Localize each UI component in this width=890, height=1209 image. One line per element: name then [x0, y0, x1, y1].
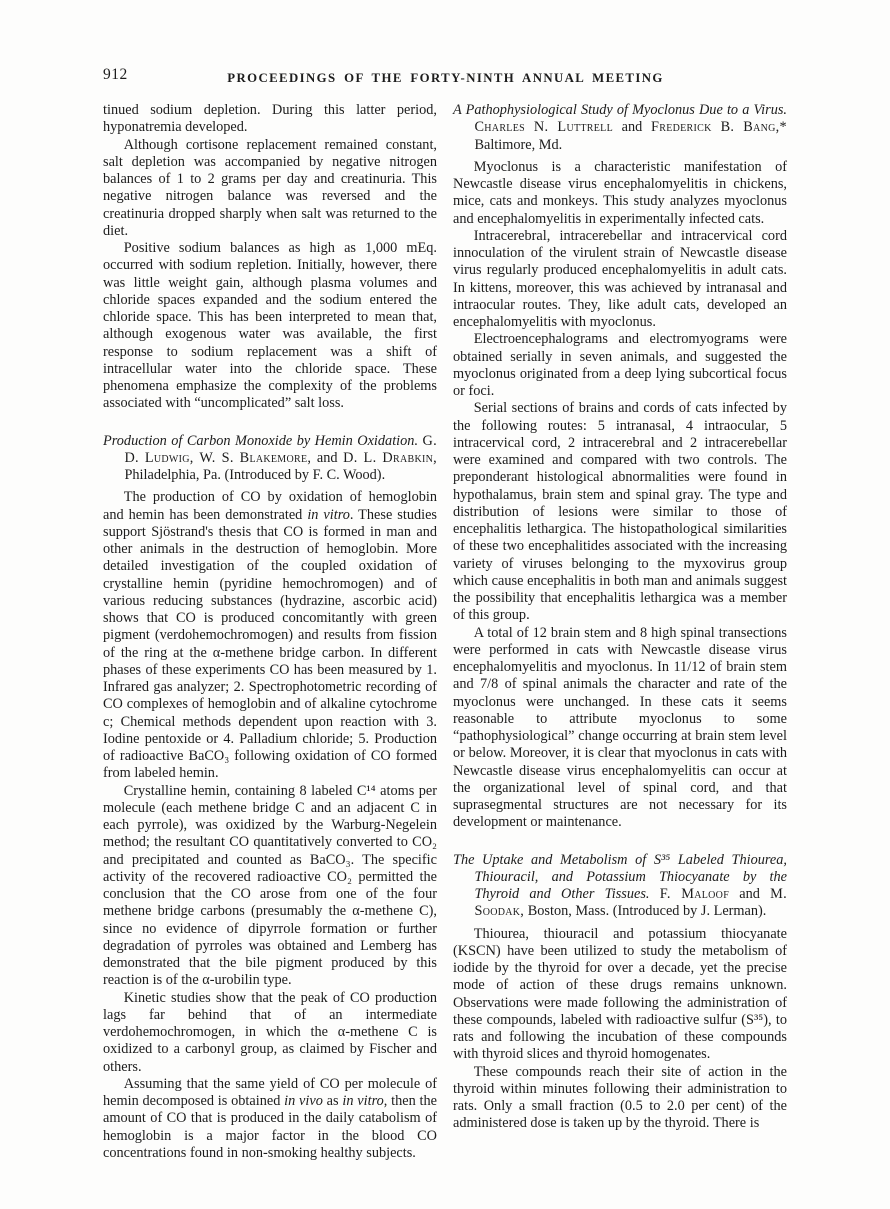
paragraph: A total of 12 brain stem and 8 high spinal transections were performed in cats with Newcastle disease virus encephalomyelitis and myoclonus. In 11/12 of brain stem and 7/8 of spinal animals the character and rate of the myoclonus were unchanged. In these cats it seems reasonable to attribute myoclonus to some “pathophysiological” change occurring at brain stem level or below. Moreover, it is clear that myoclonus in cats with Newcastle disease virus encephalomyelitis can occur at the organizational level of spinal cord, and that suprasegmental structures are not necessary for its development or maintenance.: [453, 624, 787, 831]
heading-run: Frederick B. Bang,*: [650, 119, 787, 136]
paragraph: Myoclonus is a characteristic manifestation of Newcastle disease virus encephalomyelitis in chickens, mice, cats and monkeys. This study analyzes myoclonus and encephalomyelitis in experimentally infected cats.: [453, 158, 787, 227]
paragraph: The production of CO by oxidation of hemoglobin and hemin has been demonstrated in vitro. These studies support Sjöstrand's thesis that CO is formed in man and other animals in the destruction of hemoglobin. More detailed investigation of the coupled oxidation of crystalline hemin (pyridine hemochromogen) and of various reducing substances (hydrazine, ascorbic acid) shows that CO is produced concomitantly with green pigment (verdohemochromogen) and results from fission of the ring at the α-methene bridge carbon. In different phases of these experiments CO has been measured by 1. Infrared gas analyzer; 2. Spectrophotometric recording of CO complexes of hemoglobin and of alkaline cytochrome c; Chemical methods dependent upon reaction with 3. Iodine pentoxide or 4. Palladium chloride; 5. Production of radioactive BaCO₃ following oxidation of CO formed from labeled hemin.: [103, 489, 437, 782]
paragraph: Although cortisone replacement remained constant, salt depletion was accompanied by negative nitrogen balances of 1 to 2 grams per day and creatinuria. This negative nitrogen balance was reversed and the creatinuria dropped sharply when salt was returned to the diet.: [103, 136, 437, 239]
paragraph: Electroencephalograms and electromyograms were obtained serially in seven animals, and suggested the myoclonus originated from a deep lying subcortical focus or foci.: [453, 331, 787, 399]
heading-run: D. L. Drabkin,: [343, 449, 437, 466]
page-header: [103, 66, 788, 87]
heading-run: A Pathophysiological Study of Myoclonus Due to a Virus.: [453, 102, 787, 118]
article-heading-thiourea: [453, 852, 787, 921]
heading-run: F. Maloof: [659, 886, 730, 902]
article-heading-hemin: [103, 433, 437, 485]
paragraph: These compounds reach their site of action in the thyroid within minutes following their administration to rats. Only a small fraction (0.5 to 2.0 per cent) of the administered dose is taken up by the thyroid. There is: [453, 1063, 787, 1132]
paragraph: Serial sections of brains and cords of cats infected by the following routes: 5 intranasal, 4 intraocular, 5 intracervical cord, 2 intracerebral and 2 intracerebellar were examined and compared with two controls. The preponderant histological abnormalities were found in hypothalamus, brain stem and spinal gray. The type and distribution of lesions were similar to those of encephalitis lethargica. The histopathological similarities of these two encephalitides associated with the increasing variety of viruses belonging to the myxovirus group which cause encephalitis in both man and animals suggest the possibility that encephalitis lethargica was a member of this group.: [453, 400, 787, 624]
heading-run: Charles N. Luttrell: [474, 119, 613, 136]
text-columns: [103, 102, 788, 1162]
paragraph: Crystalline hemin, containing 8 labeled C¹⁴ atoms per molecule (each methene bridge C and an adjacent C in each pyrrole), was oxidized by the Warburg-Negelein method; the resultant CO quantitatively converted to CO₂ and precipitated and counted as BaCO₃. The specific activity of the recovered radioactive CO₂ permitted the conclusion that the CO arose from one of the four methene bridge carbons (presumably the α-methene C), since no evidence of dipyrrole formation or further degradation of pyrroles was obtained and Lemberg has demonstrated that the bile pigment produced by this reaction is of the α-urobilin type.: [103, 782, 437, 989]
paragraph: Positive sodium balances as high as 1,000 mEq. occurred with sodium repletion. Initially, however, there was little weight gain, although plasma volumes and chloride spaces expanded and the sodium entered the chloride space. This has been interpreted to mean that, although exogenous water was available, the first response to sodium replacement was a shift of intracellular water into the chloride space. These phenomena emphasize the complexity of the problems associated with “uncomplicated” salt loss.: [103, 240, 437, 412]
heading-run: G. D. Ludwig, W. S. Blakemore,: [124, 432, 437, 466]
paragraph: tinued sodium depletion. During this latter period, hyponatremia developed.: [103, 102, 437, 136]
heading-run: The Uptake and Metabolism of S³⁵ Labeled Thiourea, Thiouracil, and Potassium Thiocyanate by the Thyroid and Other Tissues.: [453, 851, 787, 902]
paragraph: Intracerebral, intracerebellar and intracervical cord innoculation of the virulent strain of Newcastle disease virus regularly produced encephalomyelitis in adult cats. In kittens, moreover, this was achieved by intranasal and intraocular routes. They, like adult cats, developed an encephalomyelitis with myoclonus.: [453, 227, 787, 330]
heading-run: and: [729, 886, 771, 902]
right-column: [453, 102, 787, 1162]
heading-run: [650, 886, 660, 902]
running-head: PROCEEDINGS OF THE FORTY-NINTH ANNUAL MEETING: [227, 71, 664, 85]
heading-run: Baltimore, Md.: [474, 136, 563, 153]
heading-run: Boston, Mass. (Introduced by J. Lerman).: [524, 903, 767, 920]
left-column: [103, 102, 437, 1162]
heading-run: M. Soodak,: [474, 886, 788, 920]
heading-run: Philadelphia, Pa. (Introduced by F. C. Wood).: [124, 467, 386, 483]
article-heading-myoclonus: [453, 102, 787, 154]
page-number: 912: [103, 66, 128, 83]
paragraph: Kinetic studies show that the peak of CO production lags far behind that of an intermediate verdohemochromogen, in which the α-methene C is oxidized to a carbonyl group, as claimed by Fischer and others.: [103, 989, 437, 1075]
heading-run: and: [311, 449, 344, 466]
heading-run: Production of Carbon Monoxide by Hemin Oxidation.: [103, 432, 419, 449]
heading-run: and: [612, 119, 651, 136]
paragraph: Thiourea, thiouracil and potassium thiocyanate (KSCN) have been utilized to study the metabolism of iodide by the thyroid for over a decade, yet the precise mode of action of these drugs remains unknown. Observations were made following the administration of these compounds, labeled with radioactive sulfur (S³⁵), to rats and following the incubation of these compounds with thyroid slices and thyroid homogenates.: [453, 925, 787, 1063]
paragraph: Assuming that the same yield of CO per molecule of hemin decomposed is obtained in vivo as in vitro, then the amount of CO that is produced in the daily catabolism of hemoglobin is a major factor in the blood CO concentrations found in non-smoking healthy subjects.: [103, 1075, 438, 1161]
